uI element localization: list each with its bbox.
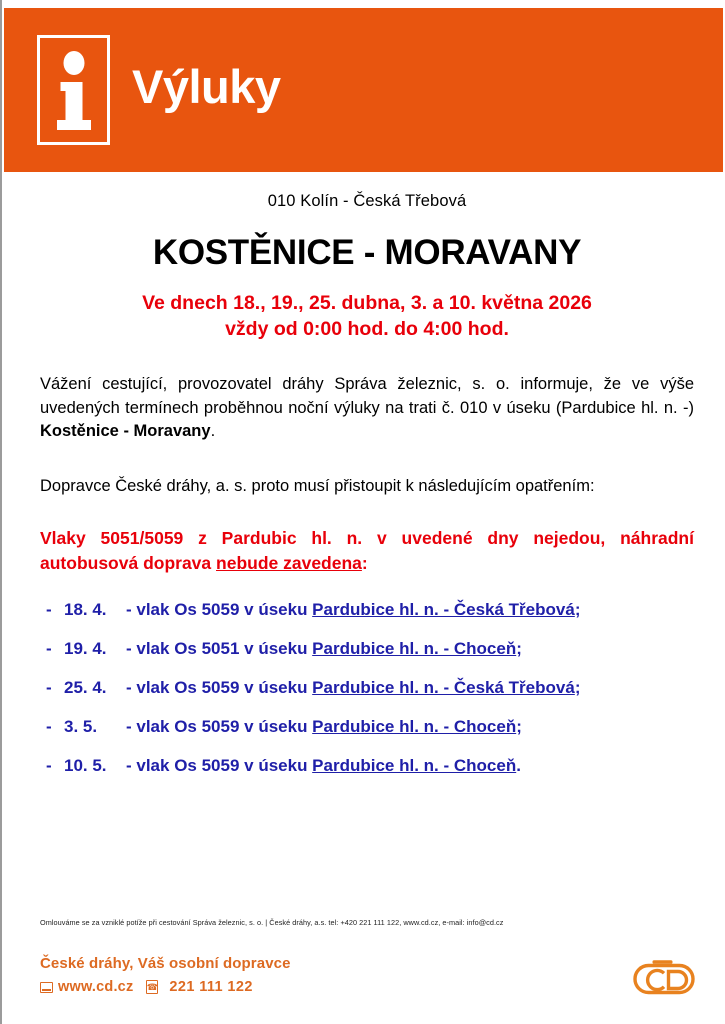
paragraph-intro xyxy=(40,373,694,443)
page-footer xyxy=(40,955,700,1008)
list-item-segment: Pardubice hl. n. - Choceň xyxy=(312,638,517,658)
cd-logo xyxy=(628,957,700,1008)
cancelled-trains-list xyxy=(40,600,694,776)
list-item-suffix: ; xyxy=(574,599,581,619)
list-item-segment: Pardubice hl. n. - Česká Třebová xyxy=(312,599,575,619)
info-icon xyxy=(37,35,110,145)
phone-icon: ☎ xyxy=(146,980,158,994)
warning-emphasis: nebude zavedena xyxy=(216,553,362,573)
info-icon-base xyxy=(57,120,91,130)
list-item-dash: - xyxy=(46,599,52,619)
list-item-dash: - xyxy=(46,638,52,658)
list-item-dash: - xyxy=(46,755,52,775)
footer-contact-block xyxy=(40,955,291,995)
list-item-dash: - xyxy=(46,716,52,736)
monitor-icon xyxy=(40,982,53,993)
list-item-segment: Pardubice hl. n. - Choceň xyxy=(312,755,517,775)
header-banner xyxy=(4,8,723,172)
closure-dates xyxy=(40,291,694,342)
closure-dates-line1: Ve dnech 18., 19., 25. dubna, 3. a 10. května 2026 xyxy=(142,292,592,314)
page-title: Výluky xyxy=(132,59,281,113)
closure-dates-line2: vždy od 0:00 hod. do 4:00 hod. xyxy=(225,317,509,340)
list-item-text xyxy=(126,639,694,659)
list-item-segment: Pardubice hl. n. - Choceň xyxy=(312,716,517,736)
list-item-date: 25. 4. xyxy=(64,677,107,697)
list-item-prefix: - vlak Os 5051 v úseku xyxy=(126,638,313,658)
footer-website[interactable]: www.cd.cz xyxy=(58,979,134,995)
list-item-text xyxy=(126,600,694,620)
list-item xyxy=(40,678,694,698)
warning-part1: Vlaky 5051/5059 z Pardubic hl. n. v uvedené dny nejedou, náhradní autobusová doprava xyxy=(40,528,694,573)
list-item-suffix: ; xyxy=(574,677,581,697)
list-item-suffix: . xyxy=(516,755,521,775)
list-item-text xyxy=(126,717,694,737)
footer-claim: České dráhy, Váš osobní dopravce xyxy=(40,955,291,972)
list-item-text xyxy=(126,678,694,698)
list-item xyxy=(40,717,694,737)
warning-part2: : xyxy=(361,553,368,573)
line-name: 010 Kolín - Česká Třebová xyxy=(267,192,467,210)
paragraph-intro-part1: Vážení cestující, provozovatel dráhy Správa železnic, s. o. informuje, že ve výše uvedených termínech proběhnou noční výluky na trati č. 010 v úseku (Pardubice hl. n. -) xyxy=(40,375,694,417)
list-item-date: 19. 4. xyxy=(64,638,107,658)
section-title: KOSTĚNICE - MORAVANY xyxy=(152,233,582,272)
list-item-suffix: ; xyxy=(516,638,522,658)
list-item-date: 3. 5. xyxy=(64,716,98,736)
list-item-dash: - xyxy=(46,677,52,697)
info-icon-dot xyxy=(63,51,84,75)
paragraph-measures: Dopravce České dráhy, a. s. proto musí přistoupit k následujícím opatřením: xyxy=(40,476,595,495)
footer-phone: 221 111 122 xyxy=(169,979,253,995)
paragraph-intro-part2: . xyxy=(210,422,216,441)
list-item-prefix: - vlak Os 5059 v úseku xyxy=(126,716,313,736)
list-item xyxy=(40,639,694,659)
list-item xyxy=(40,756,694,776)
list-item-prefix: - vlak Os 5059 v úseku xyxy=(126,599,313,619)
list-item-prefix: - vlak Os 5059 v úseku xyxy=(126,755,313,775)
list-item-suffix: ; xyxy=(516,716,522,736)
fineprint-disclaimer: Omlouváme se za vzniklé potíže při cestování Správa železnic, s. o. | České dráhy, a.s. tel: +420 221 111 122, www.cd.cz, e-mail: info@cd.cz xyxy=(40,918,504,927)
notice-content xyxy=(2,172,725,776)
list-item-date: 18. 4. xyxy=(64,599,107,619)
list-item-segment: Pardubice hl. n. - Česká Třebová xyxy=(312,677,575,697)
list-item-prefix: - vlak Os 5059 v úseku xyxy=(126,677,313,697)
warning-text xyxy=(40,526,694,576)
paragraph-intro-section: Kostěnice - Moravany xyxy=(40,422,211,441)
footer-contact-row xyxy=(40,979,291,995)
list-item xyxy=(40,600,694,620)
list-item-date: 10. 5. xyxy=(64,755,107,775)
info-icon-stem xyxy=(65,82,82,120)
list-item-text xyxy=(126,756,694,776)
